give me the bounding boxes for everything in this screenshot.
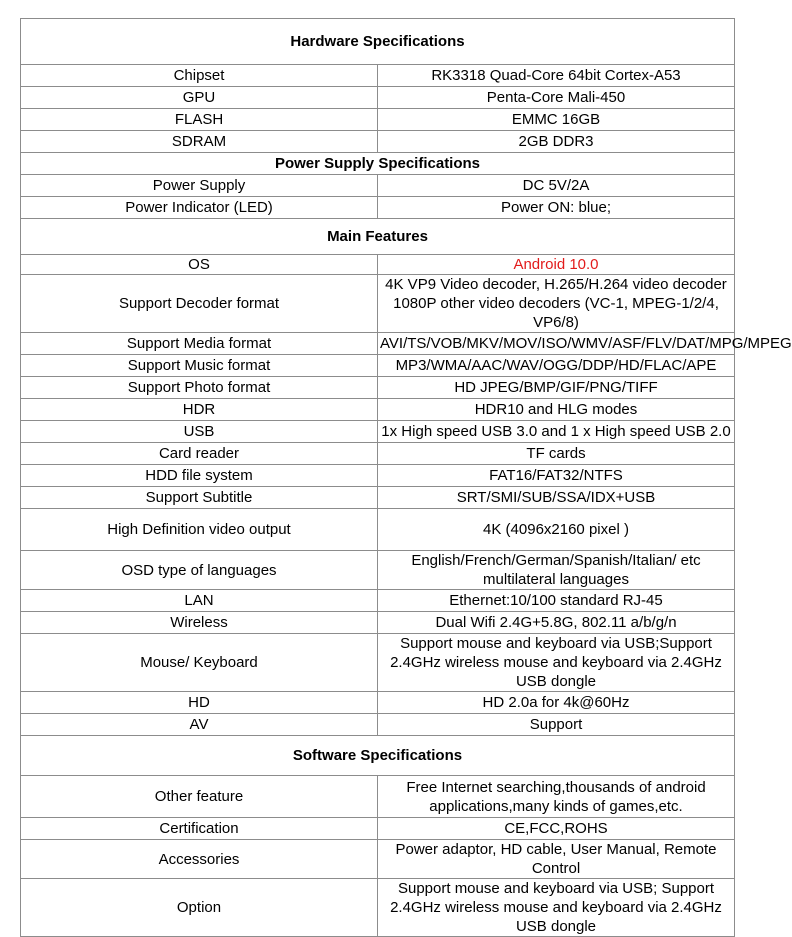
row-value: MP3/WMA/AAC/WAV/OGG/DDP/HD/FLAC/APE bbox=[378, 355, 735, 377]
row-label: Other feature bbox=[21, 776, 378, 818]
row-value: Support mouse and keyboard via USB;Support 2.4GHz wireless mouse and keyboard via 2.4GHz USB dongle bbox=[378, 634, 735, 692]
row-value-line: 1080P other video decoders (VC-1, MPEG-1/2/4, VP6/8) bbox=[393, 295, 719, 331]
table-row bbox=[21, 465, 735, 487]
table-row bbox=[21, 776, 735, 818]
row-value: English/French/German/Spanish/Italian/ etc multilateral languages bbox=[378, 551, 735, 590]
table-row bbox=[21, 87, 735, 109]
row-label: Wireless bbox=[21, 612, 378, 634]
table-row bbox=[21, 509, 735, 551]
row-value: Free Internet searching,thousands of android applications,many kinds of games,etc. bbox=[378, 776, 735, 818]
row-value: FAT16/FAT32/NTFS bbox=[378, 465, 735, 487]
row-label: Support Decoder format bbox=[21, 275, 378, 333]
row-label: Card reader bbox=[21, 443, 378, 465]
row-value: EMMC 16GB bbox=[378, 109, 735, 131]
table-row bbox=[21, 612, 735, 634]
row-label: HD bbox=[21, 692, 378, 714]
row-value: CE,FCC,ROHS bbox=[378, 818, 735, 840]
spec-table bbox=[20, 18, 792, 937]
table-row bbox=[21, 399, 735, 421]
row-label: OSD type of languages bbox=[21, 551, 378, 590]
row-value: Support mouse and keyboard via USB; Support 2.4GHz wireless mouse and keyboard via 2.4GHz USB dongle bbox=[378, 879, 735, 937]
section-row bbox=[21, 736, 735, 776]
row-label: FLASH bbox=[21, 109, 378, 131]
table-row bbox=[21, 443, 735, 465]
row-label: Option bbox=[21, 879, 378, 937]
row-label: Chipset bbox=[21, 65, 378, 87]
row-label: Support Subtitle bbox=[21, 487, 378, 509]
row-value bbox=[378, 275, 735, 333]
table-row bbox=[21, 355, 735, 377]
table-row bbox=[21, 879, 735, 937]
table-row bbox=[21, 377, 735, 399]
row-label: GPU bbox=[21, 87, 378, 109]
row-value: HD 2.0a for 4k@60Hz bbox=[378, 692, 735, 714]
row-value: Support bbox=[378, 714, 735, 736]
os-value: Android 10.0 bbox=[378, 255, 735, 275]
row-label: OS bbox=[21, 255, 378, 275]
section-row bbox=[21, 19, 735, 65]
row-value: HDR10 and HLG modes bbox=[378, 399, 735, 421]
row-value: RK3318 Quad-Core 64bit Cortex-A53 bbox=[378, 65, 735, 87]
table-row bbox=[21, 551, 735, 590]
row-label: Accessories bbox=[21, 840, 378, 879]
table-row bbox=[21, 818, 735, 840]
section-title-hardware: Hardware Specifications bbox=[21, 19, 735, 65]
row-value-line: 4K VP9 Video decoder, H.265/H.264 video decoder bbox=[385, 276, 727, 293]
row-value: 4K (4096x2160 pixel ) bbox=[378, 509, 735, 551]
section-title-power: Power Supply Specifications bbox=[21, 153, 735, 175]
row-label: High Definition video output bbox=[21, 509, 378, 551]
row-value: 1x High speed USB 3.0 and 1 x High speed USB 2.0 bbox=[378, 421, 735, 443]
row-value: Dual Wifi 2.4G+5.8G, 802.11 a/b/g/n bbox=[378, 612, 735, 634]
row-label: Support Photo format bbox=[21, 377, 378, 399]
table-row bbox=[21, 590, 735, 612]
table-row bbox=[21, 197, 735, 219]
row-label: SDRAM bbox=[21, 131, 378, 153]
row-value: SRT/SMI/SUB/SSA/IDX+USB bbox=[378, 487, 735, 509]
section-row bbox=[21, 219, 735, 255]
row-label: Certification bbox=[21, 818, 378, 840]
table-row bbox=[21, 692, 735, 714]
table-row bbox=[21, 65, 735, 87]
row-label: Power Indicator (LED) bbox=[21, 197, 378, 219]
table-row bbox=[21, 840, 735, 879]
row-label: Support Media format bbox=[21, 333, 378, 355]
row-value: TF cards bbox=[378, 443, 735, 465]
row-value: HD JPEG/BMP/GIF/PNG/TIFF bbox=[378, 377, 735, 399]
section-title-main: Main Features bbox=[21, 219, 735, 255]
row-label: HDD file system bbox=[21, 465, 378, 487]
table-row bbox=[21, 634, 735, 692]
row-label: AV bbox=[21, 714, 378, 736]
table-row bbox=[21, 487, 735, 509]
table-row bbox=[21, 333, 735, 355]
row-label: Support Music format bbox=[21, 355, 378, 377]
table-row bbox=[21, 714, 735, 736]
table-row bbox=[21, 175, 735, 197]
row-label: Power Supply bbox=[21, 175, 378, 197]
row-value: AVI/TS/VOB/MKV/MOV/ISO/WMV/ASF/FLV/DAT/MPG/MPEG bbox=[378, 333, 735, 355]
table-row bbox=[21, 275, 735, 333]
table-row bbox=[21, 131, 735, 153]
table-row bbox=[21, 255, 735, 275]
table-row bbox=[21, 421, 735, 443]
table-row bbox=[21, 109, 735, 131]
row-value: Power adaptor, HD cable, User Manual, Remote Control bbox=[378, 840, 735, 879]
row-label: LAN bbox=[21, 590, 378, 612]
row-value: 2GB DDR3 bbox=[378, 131, 735, 153]
row-value: Ethernet:10/100 standard RJ-45 bbox=[378, 590, 735, 612]
row-label: USB bbox=[21, 421, 378, 443]
section-title-software: Software Specifications bbox=[21, 736, 735, 776]
section-row bbox=[21, 153, 735, 175]
row-value: DC 5V/2A bbox=[378, 175, 735, 197]
row-value: Power ON: blue; bbox=[378, 197, 735, 219]
row-label: HDR bbox=[21, 399, 378, 421]
row-label: Mouse/ Keyboard bbox=[21, 634, 378, 692]
row-value: Penta-Core Mali-450 bbox=[378, 87, 735, 109]
